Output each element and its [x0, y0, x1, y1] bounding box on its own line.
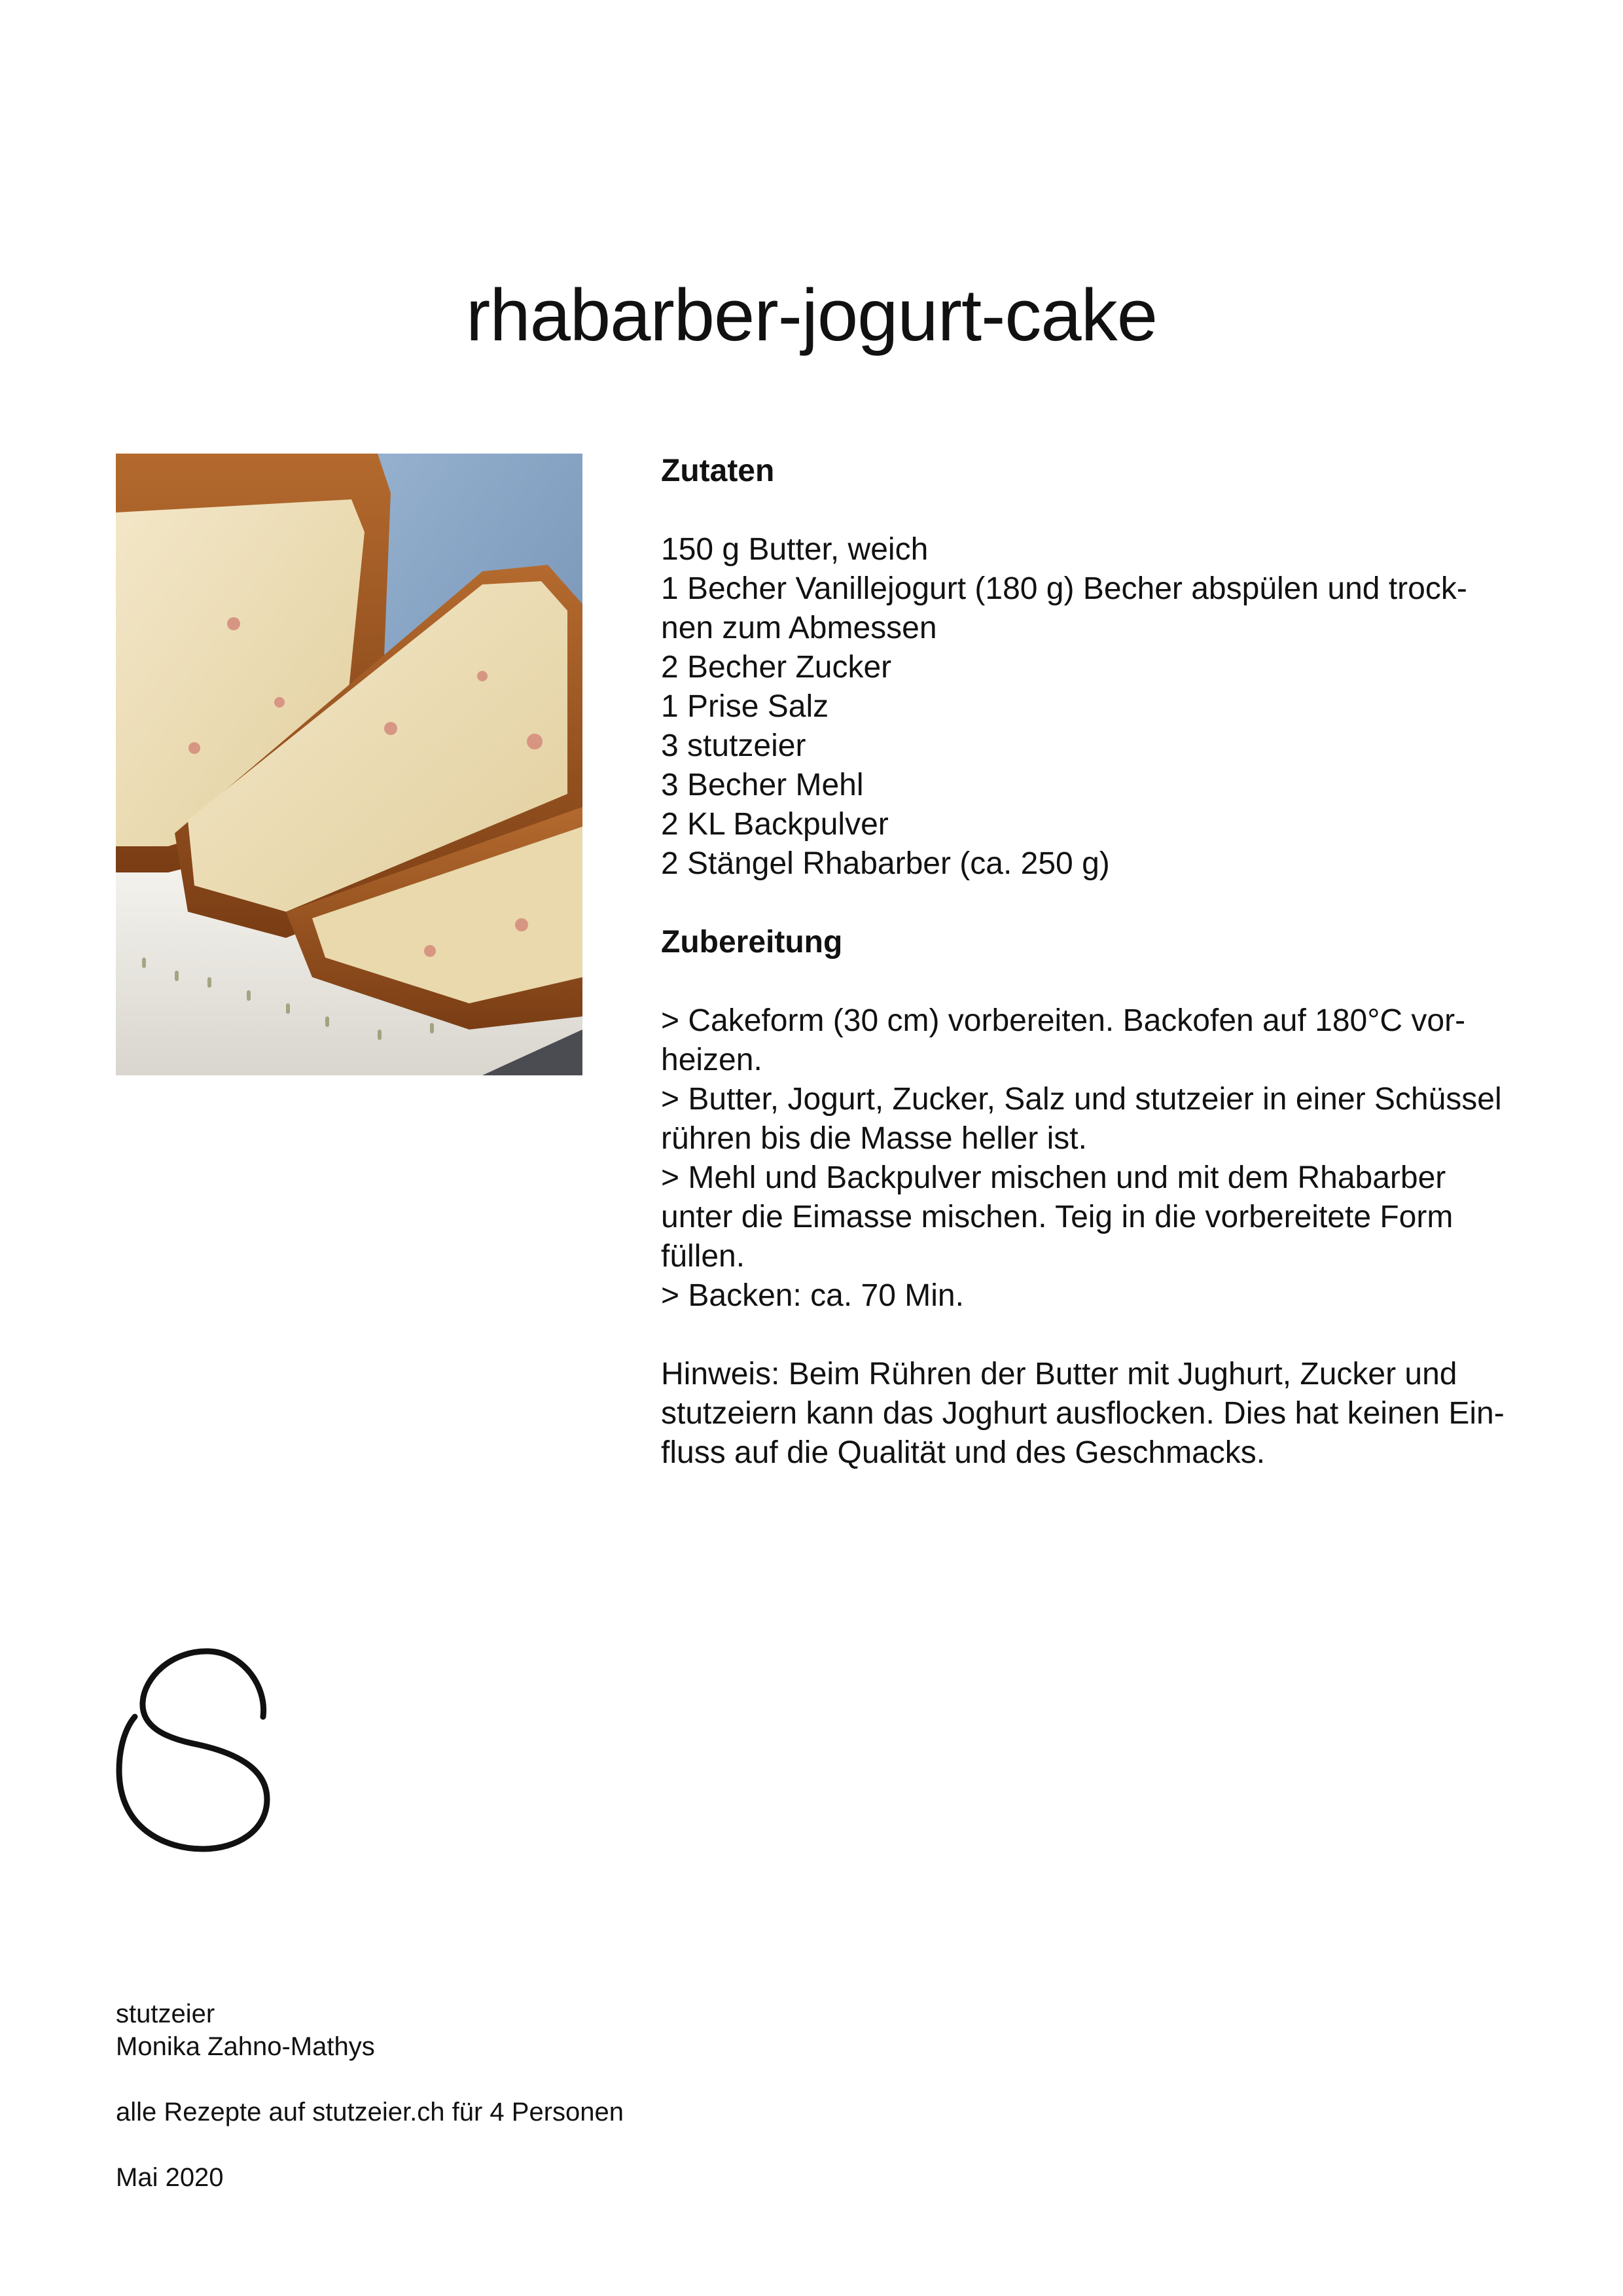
- cake-photo: [116, 454, 582, 1075]
- preparation-line: > Cakeform (30 cm) vorbereiten. Backofen auf 180°C vor-: [661, 1003, 1466, 1038]
- ingredient-line: 2 Stängel Rhabarber (ca. 250 g): [661, 846, 1110, 881]
- preparation-heading: Zubereitung: [661, 925, 843, 960]
- footer: [116, 1998, 624, 2194]
- footer-date: Mai 2020: [116, 2163, 224, 2192]
- preparation-line: > Backen: ca. 70 Min.: [661, 1278, 964, 1313]
- ingredient-line: 2 Becher Zucker: [661, 650, 892, 685]
- footer-info: alle Rezepte auf stutzeier.ch für 4 Personen: [116, 2098, 624, 2126]
- preparation-line: > Mehl und Backpulver mischen und mit dem Rhabarber: [661, 1160, 1446, 1195]
- ingredient-line: 1 Prise Salz: [661, 689, 829, 724]
- preparation-steps: [661, 1001, 1531, 1316]
- preparation-line: füllen.: [661, 1239, 745, 1274]
- preparation-line: rühren bis die Masse heller ist.: [661, 1121, 1087, 1156]
- note: [661, 1355, 1531, 1473]
- preparation-line: heizen.: [661, 1043, 762, 1077]
- ingredient-line: 2 KL Backpulver: [661, 807, 889, 842]
- ingredient-line: 3 stutzeier: [661, 728, 806, 763]
- footer-author: Monika Zahno-Mathys: [116, 2032, 375, 2061]
- ingredient-line: 150 g Butter, weich: [661, 532, 929, 567]
- ingredient-line: 1 Becher Vanillejogurt (180 g) Becher abspülen und trock-: [661, 571, 1467, 606]
- preparation-line: > Butter, Jogurt, Zucker, Salz und stutzeier in einer Schüssel: [661, 1082, 1502, 1117]
- page-title: rhabarber-jogurt-cake: [466, 274, 1157, 357]
- recipe-content: [661, 452, 1531, 1473]
- ingredients-list: [661, 530, 1531, 884]
- ingredients-heading: Zutaten: [661, 454, 775, 488]
- ingredient-line: 3 Becher Mehl: [661, 768, 864, 802]
- note-line: fluss auf die Qualität und des Geschmacks.: [661, 1435, 1266, 1470]
- stutzeier-logo-icon: [111, 1646, 281, 1856]
- footer-brand: stutzeier: [116, 2000, 215, 2028]
- preparation-line: unter die Eimasse mischen. Teig in die vorbereitete Form: [661, 1200, 1454, 1234]
- note-line: stutzeiern kann das Joghurt ausflocken. Dies hat keinen Ein-: [661, 1396, 1505, 1431]
- ingredient-line: nen zum Abmessen: [661, 611, 937, 645]
- note-line: Hinweis: Beim Rühren der Butter mit Jughurt, Zucker und: [661, 1357, 1457, 1391]
